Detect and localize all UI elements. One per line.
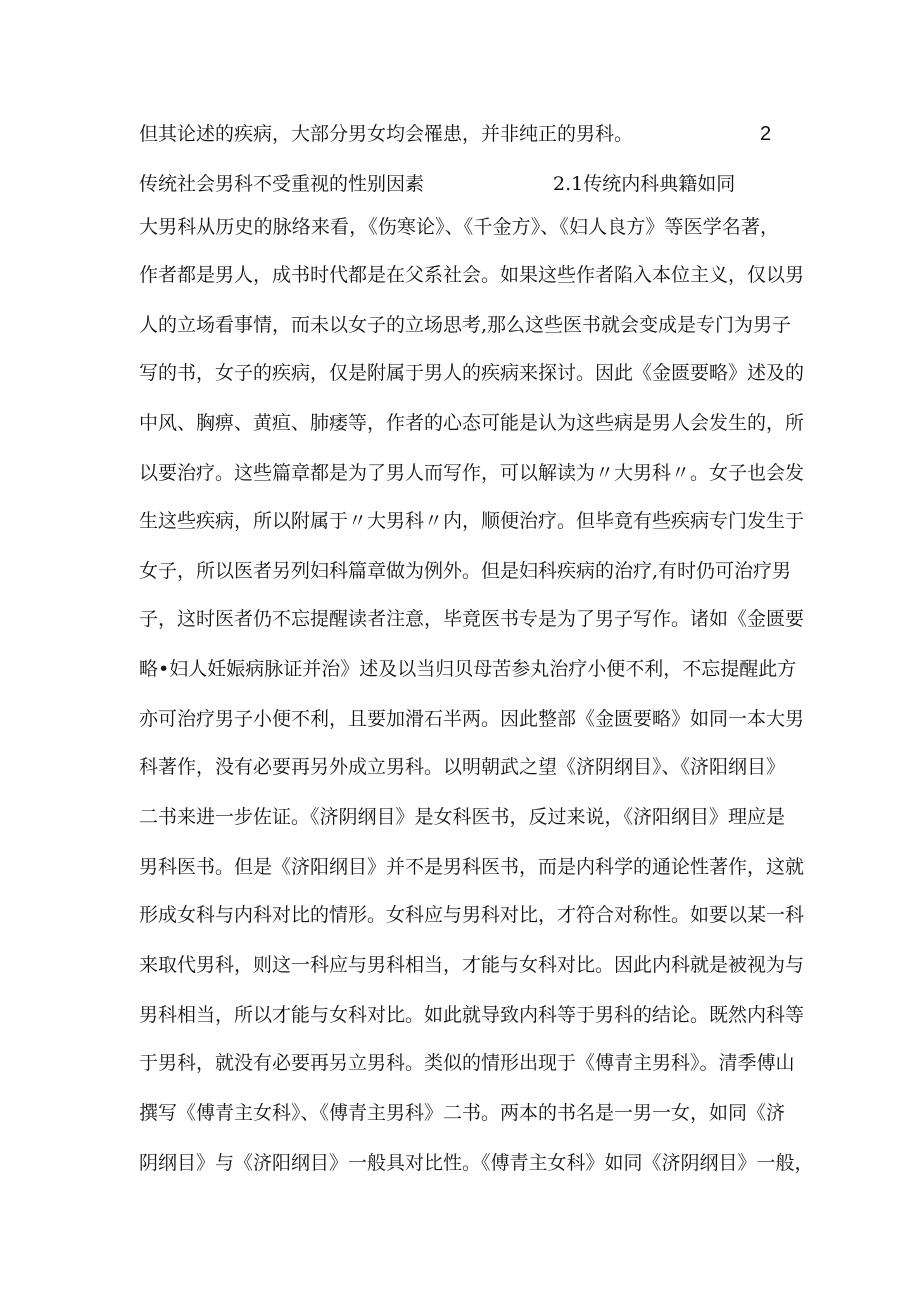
body-line-15: 男科医书。但是《济阳纲目》并不是男科医书，而是内科学的通论性著作，这就 xyxy=(139,856,805,878)
body-line-19: 于男科，就没有必要再另立男科。类似的情形出现于《傅青主男科》。清季傅山 xyxy=(139,1052,795,1074)
body-line-5: 写的书，女子的疾病，仅是附属于男人的疾病来探讨。因此《金匮要略》述及的 xyxy=(139,362,805,384)
body-line-13: 科著作，没有必要再另外成立男科。以明朝武之望《济阴纲目》、《济阳纲目》 xyxy=(139,756,786,778)
subsection-heading: 2.1传统内科典籍如同 xyxy=(553,173,736,195)
body-line-17: 来取代男科，则这一科应与男科相当，才能与女科对比。因此内科就是被视为与 xyxy=(139,954,805,976)
page-number: 2 xyxy=(760,123,772,145)
body-line-10: 子，这时医者仍不忘提醒读者注意，毕竟医书专是为了男子写作。诸如《金匮要 xyxy=(139,608,805,630)
body-line-2: 大男科从历史的脉络来看，《伤寒论》、《千金方》、《妇人良方》等医学名著， xyxy=(139,216,779,238)
body-line-20: 撰写《傅青主女科》、《傅青主男科》二书。两本的书名是一男一女，如同《济 xyxy=(139,1102,786,1124)
body-line-7: 以要治疗。这些篇章都是为了男人而写作，可以解读为〃大男科〃。女子也会发 xyxy=(139,462,805,484)
body-line-16: 形成女科与内科对比的情形。女科应与男科对比，才符合对称性。如要以某一科 xyxy=(139,904,805,926)
body-line-6: 中风、胸痹、黄疸、肺痿等，作者的心态可能是认为这些病是男人会发生的，所 xyxy=(139,412,805,434)
body-line-4: 人的立场看事情，而未以女子的立场思考,那么这些医书就会变成是专门为男子 xyxy=(139,314,792,336)
body-line-1: 但其论述的疾病，大部分男女均会罹患，并非纯正的男科。 xyxy=(139,123,634,145)
body-line-14: 二书来进一步佐证。《济阴纲目》是女科医书，反过来说，《济阳纲目》理应是 xyxy=(139,806,786,828)
body-line-8: 生这些疾病，所以附属于〃大男科〃内，顺便治疗。但毕竟有些疾病专门发生于 xyxy=(139,510,805,532)
body-line-9: 女子，所以医者另列妇科篇章做为例外。但是妇科疾病的治疗,有时仍可治疗男 xyxy=(139,560,792,582)
body-line-21: 阴纲目》与《济阳纲目》一般具对比性。《傅青主女科》如同《济阴纲目》一般， xyxy=(139,1152,814,1174)
section-heading: 传统社会男科不受重视的性别因素 xyxy=(139,173,425,195)
body-line-12: 亦可治疗男子小便不利，且要加滑石半两。因此整部《金匮要略》如同一本大男 xyxy=(139,708,805,730)
body-line-3: 作者都是男人，成书时代都是在父系社会。如果这些作者陷入本位主义，仅以男 xyxy=(139,264,805,286)
body-line-11: 略•妇人妊娠病脉证并治》述及以当归贝母苦参丸治疗小便不利，不忘提醒此方 xyxy=(139,658,797,680)
body-line-18: 男科相当，所以才能与女科对比。如此就导致内科等于男科的结论。既然内科等 xyxy=(139,1004,805,1026)
